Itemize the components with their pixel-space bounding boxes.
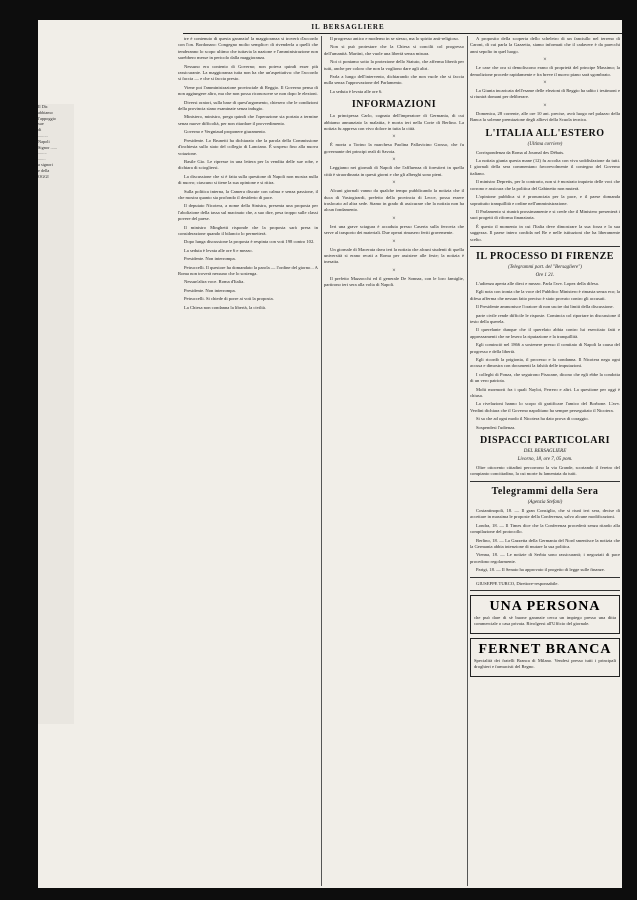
fragment-line: Signor ...... (38, 144, 57, 150)
separator-rule (470, 577, 620, 578)
article-paragraph: Corrispondenza da Roma al Journal des Débats. (476, 149, 565, 155)
fragment-line: abbiamo (38, 109, 53, 115)
article-paragraph: Parla a lungo dell'intervento, dichiarando che non vuole che si faccia nulla senza l'approvazione del Parlamento. (324, 74, 464, 86)
fragment-line: di (38, 127, 42, 133)
article-paragraph: Governo e Vergniaud proponere giuramento. (184, 129, 267, 135)
article-paragraph: Presidente. Non interrompa. (184, 287, 236, 293)
ad-title: FERNET BRANCA (478, 641, 612, 657)
column-2 (324, 36, 464, 886)
separator-rule (470, 246, 620, 247)
section-subheading: (Telegrammi part. del "Bersagliere") (508, 264, 582, 270)
advertisement (470, 595, 620, 634)
separator-rule (470, 590, 620, 591)
article-paragraph: Il deputato Nicotera, a nome della Sinistra, presenta una proposta per l'abolizione della tassa sul macinato che, a suo dire, pesa troppo sulle classi povere del paese. (178, 203, 318, 222)
article-paragraph: A proposito della scoperta dello scheletro di un fanciullo nel terreno di Caroni, di cui parla la Gazzetta, siamo informati che il cadavere è da parecchi anni sepolto in quel luogo. (470, 36, 620, 54)
article-paragraph: Costantinopoli, 18. — Il gran Consiglio, che si riunì ieri sera, decise di accettare in massima le proposte della Conferenza, salvo alcune modificazioni. (470, 507, 620, 520)
article-paragraph: Non si può protestare che la Chiesa si concilii col progresso dell'umanità. Martini, che vuole una libertà senza misura. (324, 44, 464, 56)
article-paragraph: È questo il momento in cui l'Italia deve dimostrare la sua forza e la sua saggezza. Il paese intero confida nel Re e nelle istituzioni che ha liberamente scelto. (470, 223, 620, 242)
article-paragraph: Il progresso antico e moderno in se stesso, ma lo spirito anti-religioso. (330, 36, 459, 41)
article-paragraph: Egli ricordò la prigionia, il processo e la condanna. Il Nicotera nega ogni accusa e dimostra con documenti la falsità delle imputazioni. (470, 357, 620, 369)
fragment-line: sue (38, 121, 44, 127)
article-paragraph: Egli nota con ironia che la voce del Pubblico Ministero è rimasta senza eco; la difesa afferma che nessun fatto preciso è stato provato contro gli accusati. (470, 289, 620, 301)
separator-mark: × (543, 57, 547, 64)
article-paragraph: Vienna, 18. — Le notizie di Serbia sono rassicuranti; i negoziati di pace procedono regolarmente. (470, 552, 620, 564)
article-paragraph: La seduta è levata alle ore 6. (330, 88, 383, 94)
advertisement (470, 638, 620, 677)
article-paragraph: I colleghi di Ponza, che seguirono Pisacane, dicono che egli ebbe la condotta di un vero patriota. (470, 371, 620, 384)
separator-mark: × (392, 238, 396, 245)
article-paragraph: L'udienza aperta alle dieci e mezzo. Parla l'avv. Lopez della difesa. (476, 280, 599, 286)
fragment-line: ......... (38, 132, 48, 138)
article-paragraph: GIUSEPPE TURCO, Direttore-responsabile. (476, 580, 559, 586)
section-heading: IL PROCESSO DI FIRENZE (476, 250, 614, 262)
article-paragraph: Il ministro Minghetti risponde che la proposta sarà presa in considerazione quando il bilancio lo permetterà. (178, 224, 318, 236)
section-subheading: Livorno, 18, ore 7, 05 pom. (517, 457, 573, 463)
article-paragraph: Si sa che ad ogni modo il Nicotera ha dato prova di coraggio. (476, 416, 589, 422)
article-paragraph: Egli cominciò nel 1866 a sostenere presso il comitato di Napoli la causa del progresso e della libertà. (470, 342, 620, 354)
separator-mark: × (392, 134, 396, 141)
article-paragraph: La seduta è levata alle ore 6 e mezzo. (184, 247, 253, 253)
article-paragraph: Il prefetto Mazzocchi ed il generale De Sonnaz, con le loro famiglie, partirono ieri sera alla volta di Napoli. (324, 275, 464, 288)
section-heading: DISPACCI PARTICOLARI (479, 435, 611, 447)
article-paragraph: La rivelazioni hanno lo scopo di gratificare l'amico del Borbone. L'avv. Verdini dichiara che il Governo napolitano ha sempre perseguitato il Nicotera. (470, 401, 620, 413)
article-paragraph: Ministero, ministro, prega quindi che l'operazione sia portata a termine senza nuove difficoltà, per non ritardare il provvedimento. (178, 114, 318, 126)
header-rule (183, 33, 622, 34)
article-paragraph: La notizia giunta questa mane (12) fu accolta con viva soddisfazione da tutti. I giornali della sera commentano favorevolmente il contegno del Governo italiano. (470, 158, 620, 176)
article-paragraph: Dopo lunga discussione la proposta è respinta con voti 198 contro 102. (184, 239, 315, 245)
article-paragraph: Nessun'altra voce. Roma d'Italia. (184, 279, 245, 285)
ad-title: UNA PERSONA (489, 598, 601, 614)
article-paragraph: La principessa Carlo, cognata dell'imperatore di Germania, di cui abbiamo annunziato la malattia, è morta ieri nella Corte di Berlino. La notizia fu appresa con vivo dolore in tutta la città. (324, 113, 464, 132)
separator-mark: × (543, 80, 547, 87)
article-paragraph: Basile Gio. Le ripresse in una lettera per la vendita delle sue robe, e dichiara di sciogliersi. (178, 158, 318, 171)
column-divider (321, 36, 322, 886)
article-paragraph: Nessuno era contento di Governo; non poteva quindi esser più rassicurante. La maggioranza tutta non ha che un'aspettativa: che l'accordo si faccia — e che si faccia presto. (178, 63, 318, 82)
article-paragraph: Il Parlamento si riunirà prossimamente e si crede che il Ministero presenterà i suoi progetti di riforma finanziaria. (470, 208, 620, 221)
article-paragraph: Diversi oratori, sulla base di quest'argomento, chiesero che le condizioni della provincia siano esaminate senza indugio. (178, 99, 318, 112)
column-divider (467, 36, 468, 886)
fragment-line: OGGI (38, 173, 49, 179)
fragment-line: ....... (38, 156, 46, 162)
separator-mark: × (392, 215, 396, 222)
article-paragraph: Petruccelli. Si chiede di porre ai voti la proposta. (184, 296, 274, 302)
column-1 (178, 36, 318, 886)
article-paragraph: Berlino, 18. — La Gazzetta della Germania del Nord smentisce la notizia che la Germania abbia intenzione di mutare la sua politica. (470, 537, 620, 549)
article-paragraph: Alcuni giornali vanno da qualche tempo pubblicando la notizia che il duca di Vastogirardi, prefetto della provincia di Lecce, possa essere traslocato ad altra sede. Siamo in grado di assicurare che la notizia non ha alcun fondamento. (324, 188, 464, 213)
article-paragraph: Leggiamo nei giornali di Napoli che l'affluenza di forestieri in quella città è straordinaria in questi giorni e che gli alberghi sono pieni. (324, 165, 464, 177)
article-paragraph: Le case che ora si demoliscono erano di proprietà del principe Massimo; la demolizione procede rapidamente e fra breve il nuovo piano sarà sgombrato. (470, 65, 620, 77)
fragment-line: Il Dir. (38, 104, 49, 109)
article-paragraph: Domenica, 28 corrente, alle ore 10 ant. precise, avrà luogo nel palazzo della Banca la solenne premiazione degli allievi della Scuola tecnica. (470, 110, 620, 123)
section-subheading: (Ultima corriere) (527, 141, 563, 147)
section-heading: Telegrammi della Sera (491, 485, 599, 497)
separator-mark: × (392, 180, 396, 187)
fragment-line: a signori (38, 161, 53, 167)
article-paragraph: Noi ci poniamo sotto la protezione dello Statuto, che afferma libertà per tutti, anche per coloro che non la vogliono dare agli altri. (324, 59, 464, 71)
ad-body: Specialità dei fratelli Branca di Milano. Vendesi presso tutti i principali droghieri e farmacisti del Regno. (474, 657, 616, 670)
fragment-line: ........ (38, 150, 47, 156)
left-fragment-column (38, 104, 74, 724)
article-paragraph: Molti mormorii fra i quali Nayloi, Ferrero e altri. La questione per oggi è chiusa. (470, 386, 620, 399)
article-paragraph: È morta a Torino la marchesa Paolina Pallavicino Grosso, che fu governante dei principi reali di Savoia. (324, 142, 464, 154)
article-paragraph: L'opinione pubblica si è pronunciata per la pace, e il paese domanda soprattutto tranquillità e ordine nell'amministrazione. (470, 194, 620, 206)
article-paragraph: Ieri una grave sciagura è accaduta presso Caserta sulla ferrovia che serve al trasporto dei materiali. Due operai rimasero feriti gravemente. (324, 223, 464, 236)
separator-mark: × (392, 157, 396, 164)
section-subheading: Ore 1 21. (535, 272, 555, 278)
article-paragraph: Un giornale di Macerata dava ieri la notizia che alcuni studenti di quella università si erano recati a Roma per assistere alle feste; la notizia è inesatta. (324, 246, 464, 265)
fragment-line: Napoli (38, 138, 50, 144)
article-paragraph: parte civile rende difficile le risposte. Comincia col riportare in discussione il testo della querela. (470, 312, 620, 324)
article-paragraph: tre è contenuto di questa garanzia! la maggioranza si troverà d'accordo con l'on. Bordonaro: Congegno molto semplice: di rivenderla a quelli che tenderanno lo scopo ultimo che tuttavia la nazione e l'amministrazione non sarebbero messe in pericolo dalla maggioranza. (178, 36, 318, 61)
separator-mark: × (392, 267, 396, 274)
article-paragraph: Presidente. Non interrompa. (184, 256, 236, 262)
separator-rule (470, 481, 620, 482)
article-paragraph: Il ministro Depretis, per lo contrario, non si è mostrato inquieto delle voci che corrono e assicura che la politica del Gabinetto non muterà. (470, 179, 620, 191)
separator-mark: × (543, 102, 547, 109)
article-paragraph: Oltre ottocento cittadini percorrono la via Grande, scortando il feretro del compianto concittadino, la cui morte fu lamentata da tutti. (470, 465, 620, 477)
article-paragraph: Petruccelli. Il questore ha domandato la parola — l'ordine del giorno... A Roma non troverà nessuno che lo sostenga. (178, 264, 318, 276)
article-paragraph: Presidente. Lo Brunetti ha dichiarato che la parola della Commissione d'inchiesta sullo stato del collegio di Lanciano. È sospeso fino alla nuova votazione. (178, 137, 318, 156)
section-subheading: DEL BERSAGLIERE (523, 449, 567, 455)
article-paragraph: Sulla politica interna, la Camera discute con calma e senza passione, il che mostra quanto sia profondo il desiderio di pace. (178, 188, 318, 200)
article-paragraph: La Giunta incaricata dell'esame delle elezioni di Reggio ha udito i testimoni e si riunirà domani per deliberare. (470, 88, 620, 100)
section-subheading: (Agenzia Stefani) (527, 499, 563, 505)
article-paragraph: Il querelante dunque che il querelato abbia contro lui esercitato fatti e apprezzamenti che ne lesero la riputazione e la tranquillità. (470, 327, 620, 339)
section-heading: INFORMAZIONI (351, 99, 437, 111)
article-paragraph: Il Presidente ammonisce l'oratore di non uscire dai limiti della discussione. (476, 304, 614, 310)
article-paragraph: La Chiesa non condanna la libertà, la civiltà. (184, 304, 267, 310)
column-3 (470, 36, 620, 886)
fragment-line: e della (38, 167, 50, 173)
newspaper-page (38, 20, 622, 888)
fragment-line: l'appoggio (38, 115, 56, 121)
article-paragraph: Sospendesi l'udienza. (476, 424, 516, 430)
article-paragraph: Londra, 18. — Il Times dice che la Conferenza procederà senza ritardo alla compilazione del protocollo. (470, 522, 620, 535)
article-paragraph: Viene poi l'amministrazione provinciale di Reggio. Il Governo pensa di non aggiungere altro, ma che non possa riconoscere se non dopo le elezioni. (178, 84, 318, 97)
ad-body: che può dare di sè buone garanzie cerca un impiego presso una ditta commerciale o casa privata. Rivolgersi all'Ufficio del giornale. (474, 614, 616, 627)
section-heading: L'ITALIA ALL'ESTERO (485, 127, 605, 139)
article-paragraph: La discussione che si è fatta sulla questione di Napoli non mostra nulla di nuovo; ciascuno si tiene la sua opinione e si ritira. (178, 173, 318, 186)
masthead-title: IL BERSAGLIERE (311, 23, 385, 31)
article-paragraph: Parigi, 18. — Il Senato ha approvato il progetto di legge sulle finanze. (476, 567, 605, 573)
